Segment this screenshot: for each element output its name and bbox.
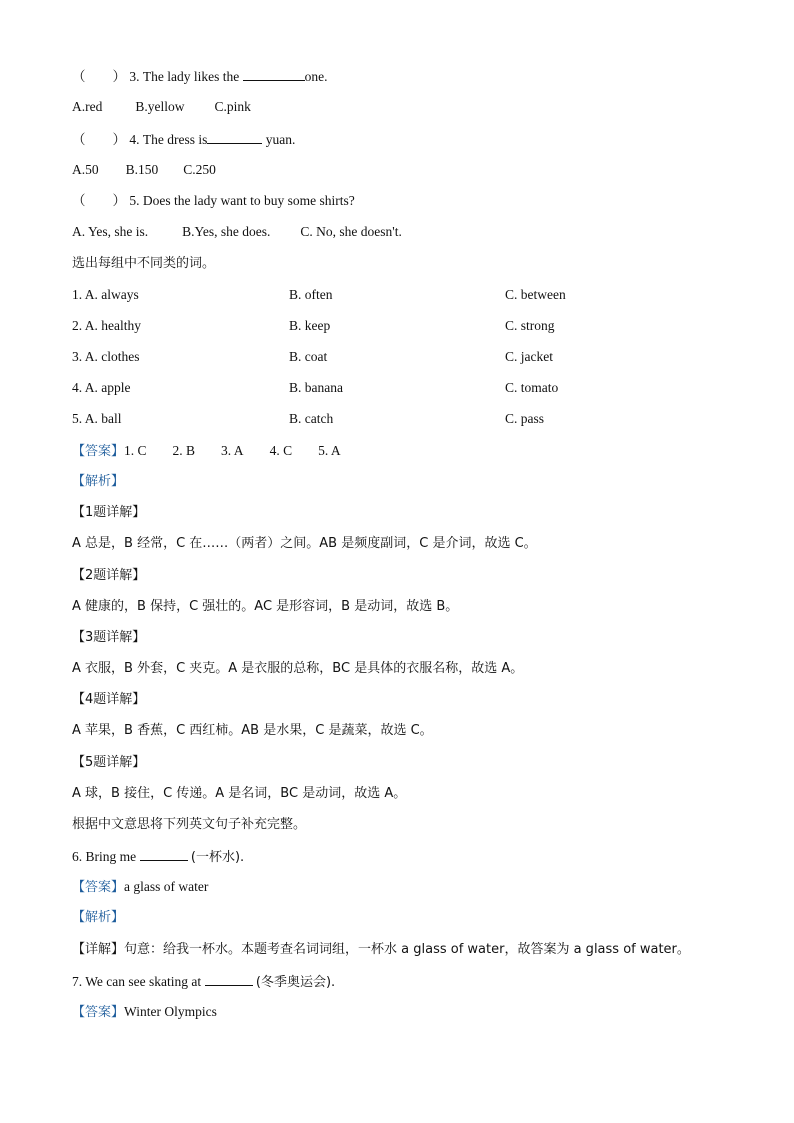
row-1-a: 1. A. always — [72, 287, 139, 302]
answer-3: 3. A — [221, 443, 244, 458]
answer-text: a glass of water — [124, 879, 209, 894]
detail-1-tag: 【1题详解】 — [72, 505, 146, 520]
row-4-c: C. tomato — [505, 380, 559, 395]
option-b: B.yellow — [135, 99, 185, 114]
question-hint: (冬季奥运会). — [255, 975, 336, 990]
detail-2-tag: 【2题详解】 — [72, 568, 146, 583]
question-6 — [72, 847, 244, 867]
row-3-c: C. jacket — [505, 349, 553, 364]
answer-2: 2. B — [172, 443, 196, 458]
option-a: A.red — [72, 99, 103, 114]
answer-parenthesis: （ ） — [72, 132, 126, 147]
answer-tag: 【答案】 — [72, 880, 125, 895]
answer-4: 4. C — [269, 443, 293, 458]
row-4-b: B. banana — [289, 380, 343, 395]
question-7 — [72, 972, 335, 992]
question-text: 5. Does the lady want to buy some shirts? — [129, 193, 355, 208]
row-2-a: 2. A. healthy — [72, 318, 141, 333]
analysis-tag: 【解析】 — [72, 474, 125, 489]
answer-text: Winter Olympics — [124, 1004, 217, 1019]
row-1-c: C. between — [505, 287, 566, 302]
section-title: 选出每组中不同类的词。 — [72, 256, 216, 271]
question-text-after: one. — [304, 69, 328, 84]
question-4-options — [72, 161, 216, 179]
row-4-a: 4. A. apple — [72, 380, 131, 395]
detail-2-text: A 健康的，B 保持，C 强壮的。AC 是形容词，B 是动词，故选 B。 — [72, 599, 459, 614]
fill-blank — [205, 972, 253, 986]
row-2-b: B. keep — [289, 318, 331, 333]
question-text: 6. Bring me — [72, 849, 137, 864]
answer-tag: 【答案】 — [72, 444, 125, 459]
question-7-answer — [72, 1003, 217, 1022]
option-c: C.250 — [183, 162, 216, 177]
question-5 — [72, 192, 355, 210]
question-6-detail — [72, 941, 690, 959]
detail-5-tag: 【5题详解】 — [72, 755, 146, 770]
option-c: C. No, she doesn't. — [300, 224, 402, 239]
row-3-a: 3. A. clothes — [72, 349, 140, 364]
detail-4-tag: 【4题详解】 — [72, 692, 146, 707]
detail-1-text: A 总是，B 经常，C 在……（两者）之间。AB 是频度副词，C 是介词，故选 C。 — [72, 536, 537, 551]
option-c: C.pink — [214, 99, 251, 114]
row-1-b: B. often — [289, 287, 333, 302]
question-text-after: yuan. — [265, 132, 296, 147]
row-5-a: 5. A. ball — [72, 411, 122, 426]
detail-tag: 【详解】 — [72, 942, 125, 957]
question-6-answer — [72, 878, 208, 897]
question-hint: (一杯水). — [190, 850, 245, 865]
row-2-c: C. strong — [505, 318, 555, 333]
fill-blank — [140, 847, 188, 861]
detail-5-text: A 球，B 接住，C 传递。A 是名词，BC 是动词，故选 A。 — [72, 786, 407, 801]
row-5-b: B. catch — [289, 411, 334, 426]
row-3-b: B. coat — [289, 349, 328, 364]
answer-parenthesis: （ ） — [72, 69, 126, 84]
answer-line — [72, 442, 341, 461]
question-3 — [72, 67, 327, 86]
question-4 — [72, 130, 295, 149]
option-b: B.Yes, she does. — [182, 224, 271, 239]
fill-blank — [207, 130, 262, 144]
question-5-options — [72, 223, 402, 241]
question-3-options — [72, 98, 251, 116]
section-2-title: 根据中文意思将下列英文句子补充完整。 — [72, 817, 307, 832]
option-a: A. Yes, she is. — [72, 224, 149, 239]
answer-1: 1. C — [124, 443, 147, 458]
option-a: A.50 — [72, 162, 99, 177]
answer-tag: 【答案】 — [72, 1005, 125, 1020]
detail-3-text: A 衣服，B 外套，C 夹克。A 是衣服的总称，BC 是具体的衣服名称，故选 A。 — [72, 661, 524, 676]
answer-parenthesis: （ ） — [72, 193, 126, 208]
fill-blank — [243, 67, 305, 81]
detail-4-text: A 苹果，B 香蕉，C 西红柿。AB 是水果，C 是蔬菜，故选 C。 — [72, 723, 433, 738]
question-text: 7. We can see skating at — [72, 974, 202, 989]
answer-5: 5. A — [318, 443, 341, 458]
analysis-tag: 【解析】 — [72, 910, 125, 925]
detail-3-tag: 【3题详解】 — [72, 630, 146, 645]
row-5-c: C. pass — [505, 411, 545, 426]
detail-text: 句意：给我一杯水。本题考查名词词组，一杯水 a glass of water，故答案为 a glass of water。 — [124, 942, 690, 957]
question-text: 3. The lady likes the — [129, 69, 240, 84]
option-b: B.150 — [125, 162, 159, 177]
question-text: 4. The dress is — [129, 132, 208, 147]
